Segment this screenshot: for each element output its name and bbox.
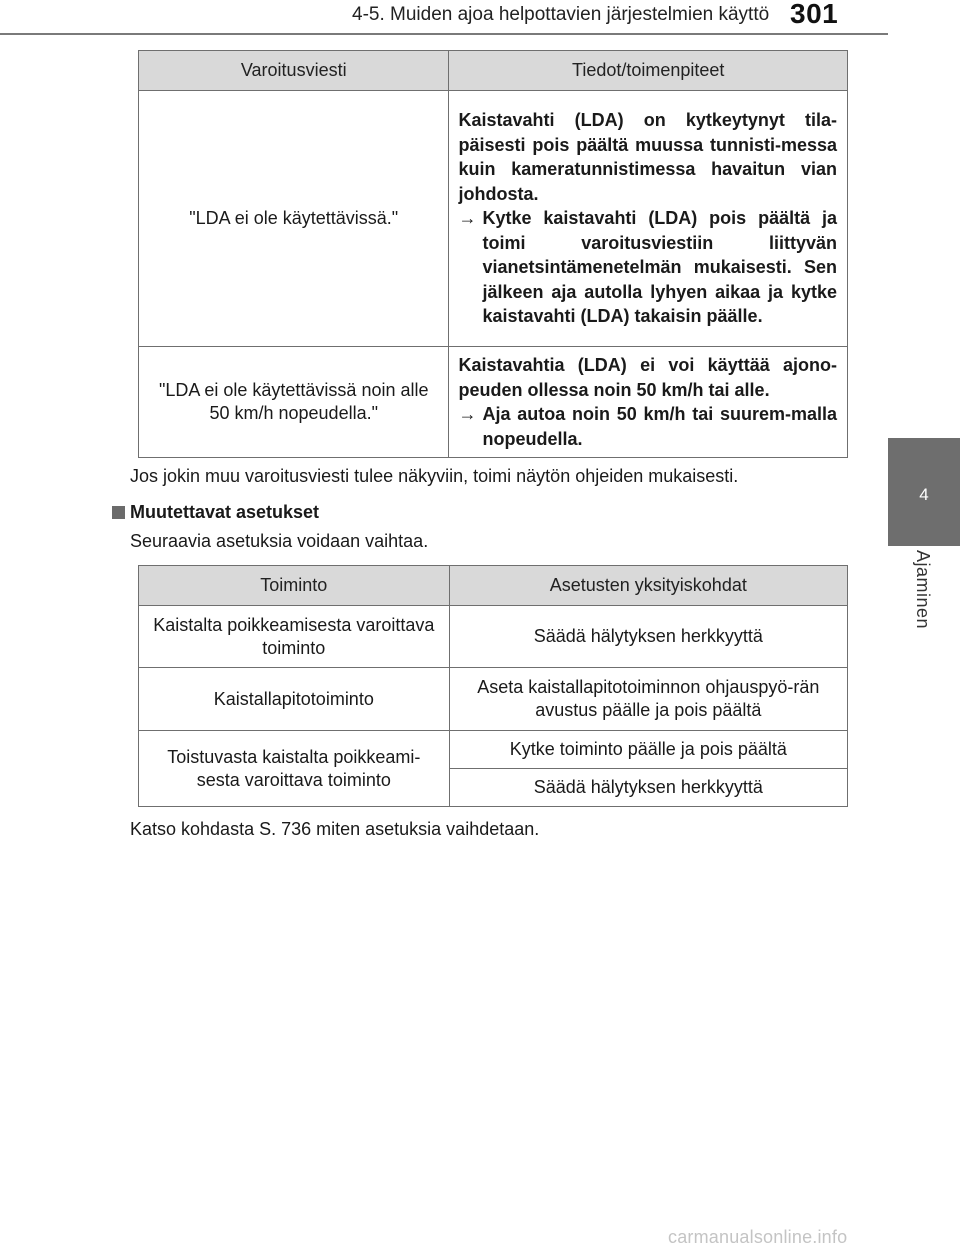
warning-info-cell: [449, 91, 848, 347]
page-number: 301: [790, 0, 839, 29]
function-cell: Kaistalta poikkeamisesta varoittava toiminto: [139, 606, 450, 668]
paragraph-reference: Katso kohdasta S. 736 miten asetuksia vaihdetaan.: [130, 819, 540, 839]
detail-cell: Aseta kaistallapitotoiminnon ohjauspyö-rän avustus päälle ja pois päältä: [449, 668, 847, 731]
settings-table: [138, 565, 848, 807]
table-row: [139, 606, 848, 668]
warning-info-text: Kaistavahti (LDA) on kytkeytynyt tila-päisesti pois päältä muussa tunnisti-messa kuin kameratunnistimessa havaitun vian johdosta.: [458, 110, 837, 204]
table-row: [139, 347, 848, 458]
warning-message-cell: "LDA ei ole käytettävissä noin alle 50 km/h nopeudella.": [139, 347, 449, 458]
square-bullet-icon: [112, 506, 125, 519]
function-cell: Kaistallapitotoiminto: [139, 668, 450, 731]
function-cell: Toistuvasta kaistalta poikkeami-sesta varoittava toiminto: [139, 731, 450, 807]
warning-info-cell: [449, 347, 848, 458]
detail-cell: Säädä hälytyksen herkkyyttä: [449, 606, 847, 668]
section-heading: [112, 502, 319, 523]
warning-message-cell: "LDA ei ole käytettävissä.": [139, 91, 449, 347]
action-text: Kytke kaistavahti (LDA) pois päältä ja toimi varoitusviestiin liittyvän vianetsintämenetelmän mukaisesti. Sen jälkeen aja autolla lyhyen aikaa ja kytke kaistavahti (LDA) takaisin päälle.: [482, 208, 837, 327]
paragraph-other-warnings: Jos jokin muu varoitusviesti tulee näkyviin, toimi näytön ohjeiden mukaisesti.: [130, 466, 739, 486]
action-item: [458, 402, 837, 451]
table-row: [139, 91, 848, 347]
warning-info-text: Kaistavahtia (LDA) ei voi käyttää ajono-peuden ollessa noin 50 km/h tai alle.: [458, 355, 837, 400]
table-row: [139, 668, 848, 731]
chapter-tab-number: 4: [888, 438, 960, 546]
detail-cell: Kytke toiminto päälle ja pois päältä: [449, 731, 847, 769]
arrow-icon: →: [458, 404, 477, 424]
chapter-title: 4-5. Muiden ajoa helpottavien järjestelmien käyttö: [352, 4, 770, 25]
chapter-tab-label: Ajaminen: [913, 550, 933, 630]
action-item: [458, 206, 837, 329]
warning-messages-table: [138, 50, 848, 458]
header-divider: [0, 33, 888, 35]
table-row: [139, 731, 848, 769]
column-header-info: Tiedot/toimenpiteet: [449, 51, 848, 91]
section-intro: Seuraavia asetuksia voidaan vaihtaa.: [130, 531, 429, 551]
table-header-row: [139, 566, 848, 606]
arrow-icon: →: [458, 208, 477, 229]
detail-cell: Säädä hälytyksen herkkyyttä: [449, 769, 847, 807]
action-text: Aja autoa noin 50 km/h tai suurem-malla nopeudella.: [482, 404, 837, 449]
chapter-tab: [888, 546, 960, 766]
column-header-function: Toiminto: [139, 566, 450, 606]
column-header-warning: Varoitusviesti: [139, 51, 449, 91]
section-heading-text: Muutettavat asetukset: [130, 502, 320, 522]
page-header: [0, 0, 960, 40]
watermark: carmanualsonline.info: [668, 1227, 848, 1247]
table-header-row: [139, 51, 848, 91]
column-header-details: Asetusten yksityiskohdat: [449, 566, 847, 606]
